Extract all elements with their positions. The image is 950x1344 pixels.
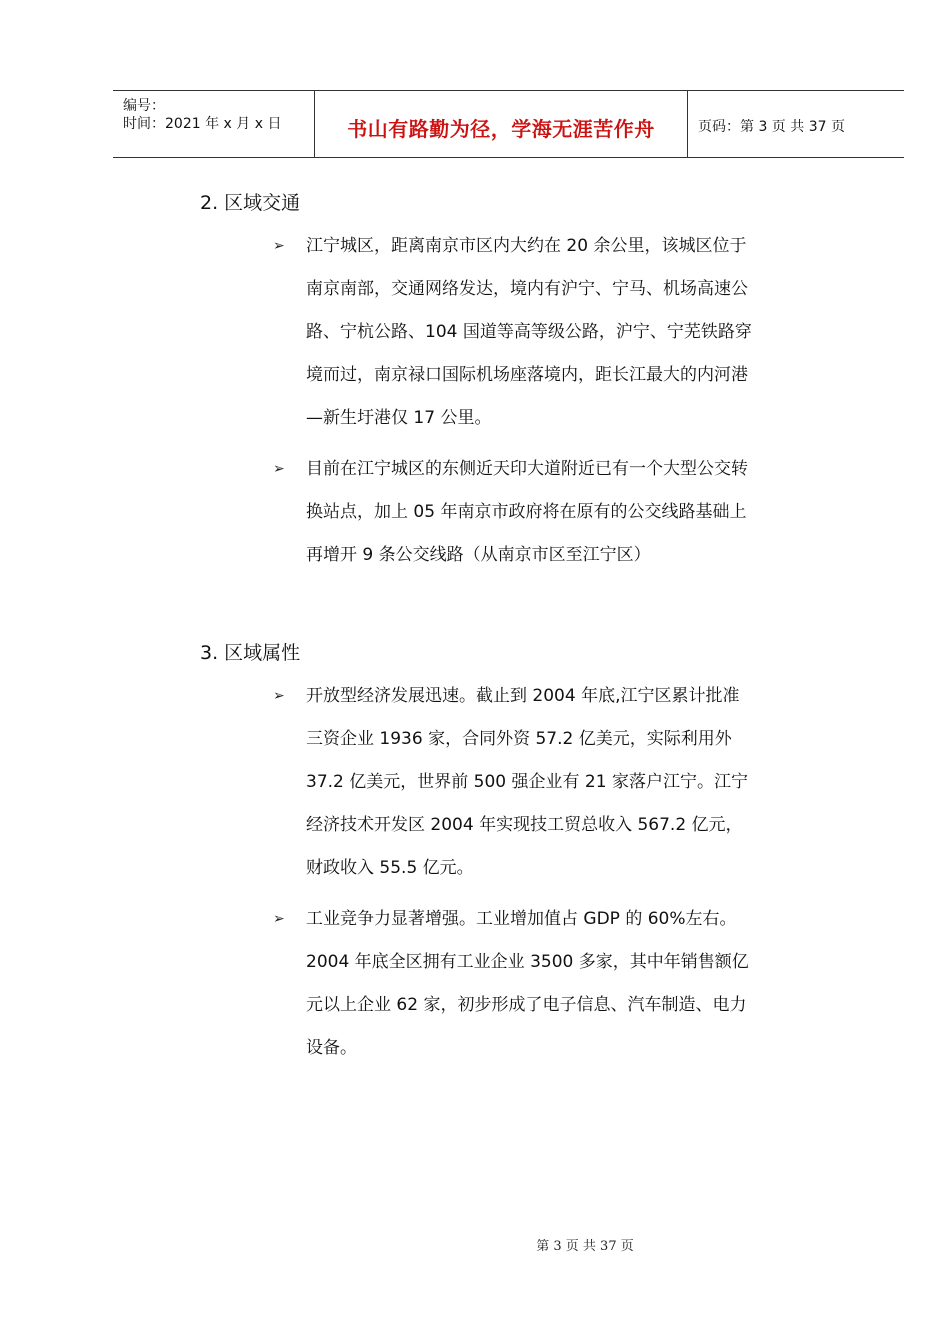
paragraph-line: 财政收入 55.5 亿元。 [306, 858, 474, 878]
paragraph-line: 江宁城区，距离南京市区内大约在 20 余公里，该城区位于 [306, 236, 747, 256]
header-page-info: 页码：第 3 页 共 37 页 [698, 119, 845, 135]
paragraph-line: —新生圩港仅 17 公里。 [306, 408, 492, 428]
header-middle-cell [315, 91, 688, 157]
arrow-bullet-icon: ➢ [273, 688, 285, 704]
page-footer [0, 1235, 950, 1254]
paragraph-line: 三资企业 1936 家，合同外资 57.2 亿美元，实际利用外 [306, 729, 732, 749]
paragraph-line: 工业竞争力显著增强。工业增加值占 GDP 的 60%左右。 [306, 909, 737, 929]
section-title-traffic: 2. 区域交通 [200, 192, 301, 214]
section-title-attributes: 3. 区域属性 [200, 642, 301, 664]
paragraph-line: 境而过，南京禄口国际机场座落境内，距长江最大的内河港 [306, 365, 748, 385]
paragraph-line: 元以上企业 62 家，初步形成了电子信息、汽车制造、电力 [306, 995, 747, 1015]
paragraph-line: 设备。 [306, 1038, 357, 1058]
time-label: 时间：2021 年 x 月 x 日 [123, 116, 282, 132]
paragraph-line: 开放型经济发展迅速。截止到 2004 年底,江宁区累计批准 [306, 686, 740, 706]
serial-label: 编号： [123, 98, 165, 114]
arrow-bullet-icon: ➢ [273, 238, 285, 254]
paragraph-line: 37.2 亿美元，世界前 500 强企业有 21 家落户江宁。江宁 [306, 772, 748, 792]
paragraph-line: 目前在江宁城区的东侧近天印大道附近已有一个大型公交转 [306, 459, 748, 479]
arrow-bullet-icon: ➢ [273, 911, 285, 927]
header-left-cell [113, 91, 315, 157]
paragraph-line: 南京南部，交通网络发达，境内有沪宁、宁马、机场高速公 [306, 279, 748, 299]
paragraph-line: 2004 年底全区拥有工业企业 3500 多家，其中年销售额亿 [306, 952, 749, 972]
footer-page-number: 第 3 页 共 37 页 [536, 1239, 634, 1254]
paragraph-line: 经济技术开发区 2004 年实现技工贸总收入 567.2 亿元， [306, 815, 743, 835]
header-motto: 书山有路勤为径，学海无涯苦作舟 [347, 117, 655, 141]
paragraph-line: 路、宁杭公路、104 国道等高等级公路，沪宁、宁芜铁路穿 [306, 322, 752, 342]
paragraph-line: 换站点，加上 05 年南京市政府将在原有的公交线路基础上 [306, 502, 747, 522]
document-header [113, 90, 904, 158]
header-right-cell [688, 91, 904, 157]
arrow-bullet-icon: ➢ [273, 461, 285, 477]
paragraph-line: 再增开 9 条公交线路（从南京市区至江宁区） [306, 545, 651, 565]
